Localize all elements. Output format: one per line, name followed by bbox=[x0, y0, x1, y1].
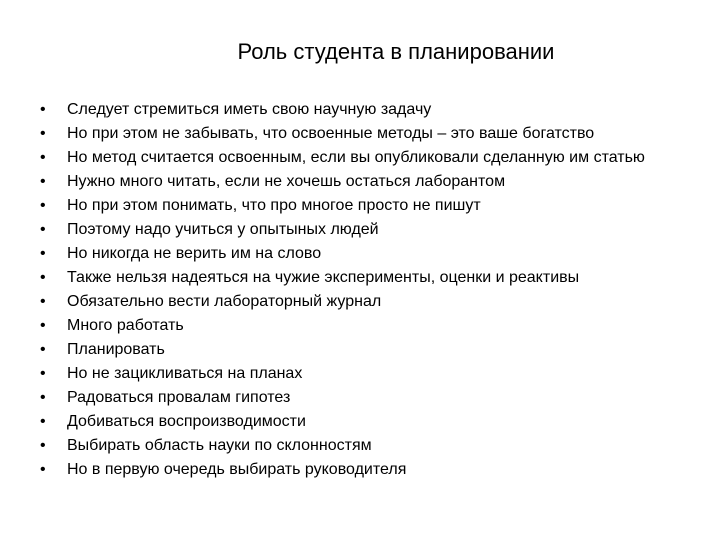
bullet-text: Но не зацикливаться на планах bbox=[67, 365, 303, 382]
bullet-text: Также нельзя надеяться на чужие эксперименты, оценки и реактивы bbox=[67, 269, 580, 286]
bullet-text: Много работать bbox=[67, 317, 184, 334]
bullet-text: Но в первую очередь выбирать руководителя bbox=[67, 461, 407, 478]
bullet-icon: • bbox=[40, 341, 46, 358]
bullet-item bbox=[40, 98, 700, 122]
bullet-text: Но при этом понимать, что про многое просто не пишут bbox=[67, 197, 481, 214]
bullet-item bbox=[40, 410, 700, 434]
bullet-text: Следует стремиться иметь свою научную задачу bbox=[67, 101, 432, 118]
bullet-text: Нужно много читать, если не хочешь остаться лаборантом bbox=[67, 173, 506, 190]
bullet-text: Обязательно вести лабораторный журнал bbox=[67, 293, 382, 310]
bullet-icon: • bbox=[40, 365, 46, 382]
bullet-icon: • bbox=[40, 317, 46, 334]
bullet-icon: • bbox=[40, 389, 46, 406]
bullet-item bbox=[40, 122, 700, 146]
bullet-item bbox=[40, 146, 700, 170]
bullet-icon: • bbox=[40, 413, 46, 430]
bullet-icon: • bbox=[40, 221, 46, 238]
bullet-item bbox=[40, 194, 700, 218]
bullet-text: Радоваться провалам гипотез bbox=[67, 389, 291, 406]
bullet-item bbox=[40, 290, 700, 314]
bullet-icon: • bbox=[40, 269, 46, 286]
bullet-text: Поэтому надо учиться у опытыных людей bbox=[67, 221, 379, 238]
bullet-item bbox=[40, 266, 700, 290]
bullet-item bbox=[40, 434, 700, 458]
bullet-text: Но никогда не верить им на слово bbox=[67, 245, 322, 262]
bullet-icon: • bbox=[40, 461, 46, 478]
bullet-item bbox=[40, 170, 700, 194]
bullet-icon: • bbox=[40, 125, 46, 142]
slide-title: Роль студента в планировании bbox=[237, 39, 555, 64]
bullet-text: Выбирать область науки по склонностям bbox=[67, 437, 372, 454]
bullet-item bbox=[40, 458, 700, 482]
bullet-item bbox=[40, 362, 700, 386]
bullet-icon: • bbox=[40, 173, 46, 190]
bullet-item bbox=[40, 242, 700, 266]
bullet-list bbox=[40, 98, 700, 482]
bullet-text: Планировать bbox=[67, 341, 165, 358]
bullet-item bbox=[40, 314, 700, 338]
bullet-icon: • bbox=[40, 293, 46, 310]
bullet-item bbox=[40, 218, 700, 242]
bullet-icon: • bbox=[40, 437, 46, 454]
bullet-icon: • bbox=[40, 197, 46, 214]
bullet-text: Но метод считается освоенным, если вы опубликовали сделанную им статью bbox=[67, 149, 645, 166]
bullet-icon: • bbox=[40, 101, 46, 118]
bullet-item bbox=[40, 338, 700, 362]
bullet-item bbox=[40, 386, 700, 410]
bullet-icon: • bbox=[40, 149, 46, 166]
bullet-text: Но при этом не забывать, что освоенные методы – это ваше богатство bbox=[67, 125, 595, 142]
bullet-text: Добиваться воспроизводимости bbox=[67, 413, 306, 430]
bullet-icon: • bbox=[40, 245, 46, 262]
